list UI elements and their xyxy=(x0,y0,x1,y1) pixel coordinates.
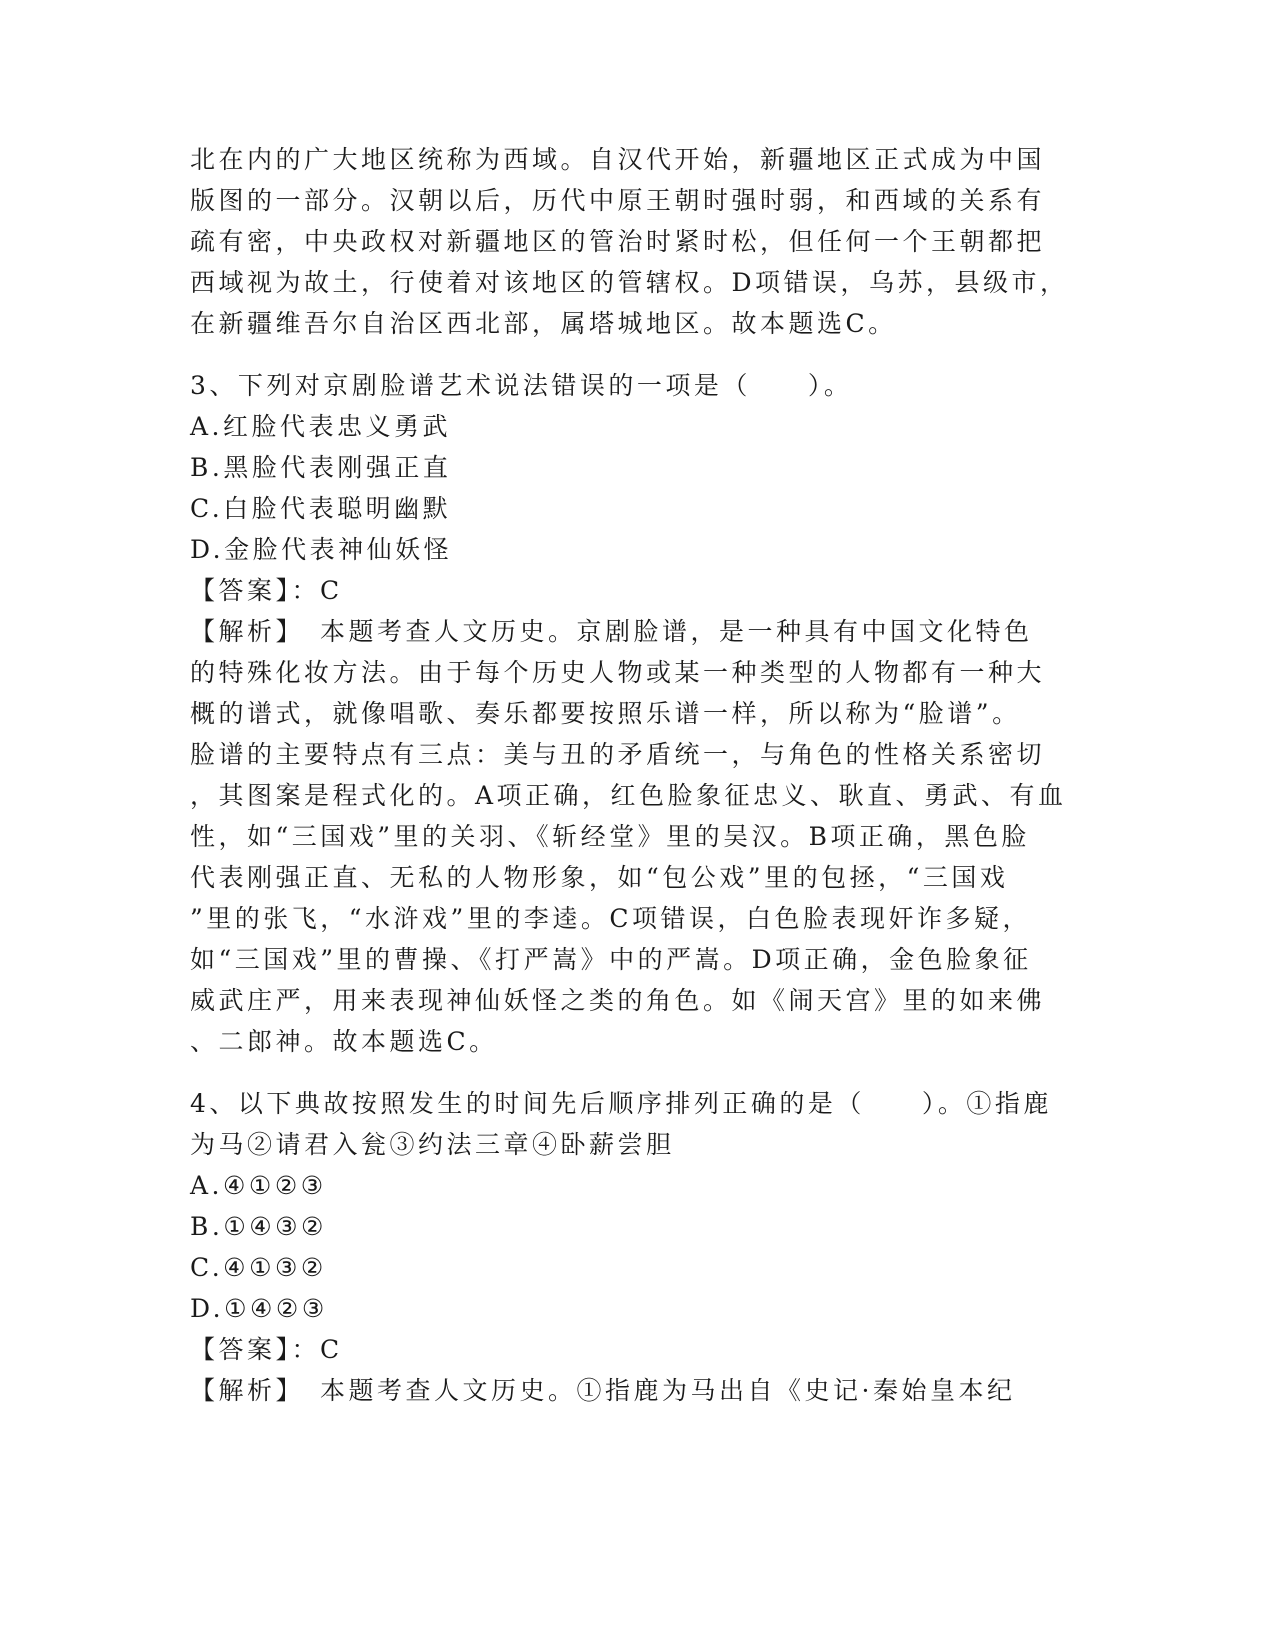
question-3-analysis-line-11: 、二郎神。故本题选C。 xyxy=(190,1027,498,1056)
question-3-analysis-line-9: 如“三国戏”里的曹操、《打严嵩》中的严嵩。D项正确，金色脸象征 xyxy=(190,945,1032,974)
continuation-line-5: 在新疆维吾尔自治区西北部，属塔城地区。故本题选C。 xyxy=(190,309,897,338)
question-4-option-c: C.④①③② xyxy=(190,1253,327,1282)
question-3-analysis-line-7: 代表刚强正直、无私的人物形象，如“包公戏”里的包拯，“三国戏 xyxy=(190,863,1009,892)
question-3-option-b: B.黑脸代表刚强正直 xyxy=(190,453,452,482)
continuation-line-3: 疏有密，中央政权对新疆地区的管治时紧时松，但任何一个王朝都把 xyxy=(190,227,1046,256)
question-4-option-d: D.①④②③ xyxy=(190,1294,328,1323)
question-3-analysis-line-3: 概的谱式，就像唱歌、奏乐都要按照乐谱一样，所以称为“脸谱”。 xyxy=(190,699,1021,728)
question-3-option-a: A.红脸代表忠义勇武 xyxy=(190,412,452,441)
question-4-stem-line-2: 为马②请君入瓮③约法三章④卧薪尝胆 xyxy=(190,1130,675,1159)
question-3-analysis-line-4: 脸谱的主要特点有三点：美与丑的矛盾统一，与角色的性格关系密切 xyxy=(190,740,1046,769)
question-3-analysis-line-10: 威武庄严，用来表现神仙妖怪之类的角色。如《闹天宫》里的如来佛 xyxy=(190,986,1046,1015)
question-4-option-a: A.④①②③ xyxy=(190,1171,327,1200)
question-3-analysis-line-2: 的特殊化妆方法。由于每个历史人物或某一种类型的人物都有一种大 xyxy=(190,658,1046,687)
question-3-analysis-line-1: 【解析】 本题考查人文历史。京剧脸谱，是一种具有中国文化特色 xyxy=(190,617,1033,646)
continuation-line-4: 西域视为故土，行使着对该地区的管辖权。D项错误，乌苏，县级市， xyxy=(190,268,1069,297)
question-3-analysis-line-6: 性，如“三国戏”里的关羽、《斩经堂》里的吴汉。B项正确，黑色脸 xyxy=(190,822,1030,851)
question-3-option-d: D.金脸代表神仙妖怪 xyxy=(190,535,453,564)
question-4-answer: 【答案】：C xyxy=(190,1335,343,1364)
question-3-stem: 3、下列对京剧脸谱艺术说法错误的一项是（ ）。 xyxy=(190,371,853,400)
question-4-analysis-line-1: 【解析】 本题考查人文历史。①指鹿为马出自《史记·秦始皇本纪 xyxy=(190,1376,1016,1405)
question-3-option-c: C.白脸代表聪明幽默 xyxy=(190,494,452,523)
question-3-analysis-line-8: ”里的张飞，“水浒戏”里的李逵。C项错误，白色脸表现奸诈多疑， xyxy=(190,904,1031,933)
question-3-answer: 【答案】：C xyxy=(190,576,343,605)
continuation-line-2: 版图的一部分。汉朝以后，历代中原王朝时强时弱，和西域的关系有 xyxy=(190,186,1046,215)
question-4-stem-line-1: 4、以下典故按照发生的时间先后顺序排列正确的是（ ）。①指鹿 xyxy=(190,1089,1052,1118)
question-3-analysis-line-5: ，其图案是程式化的。A项正确，红色脸象征忠义、耿直、勇武、有血 xyxy=(190,781,1067,810)
question-4-option-b: B.①④③② xyxy=(190,1212,327,1241)
continuation-line-1: 北在内的广大地区统称为西域。自汉代开始，新疆地区正式成为中国 xyxy=(190,145,1046,174)
